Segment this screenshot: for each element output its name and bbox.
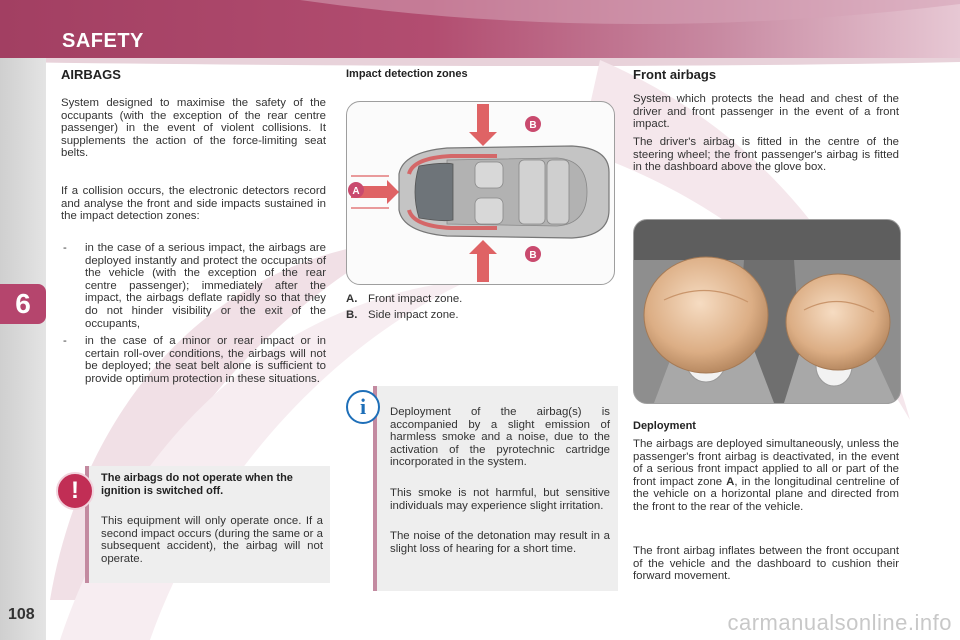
- airbags-heading: AIRBAGS: [61, 67, 121, 82]
- chapter-tab[interactable]: 6: [0, 284, 46, 324]
- legend-text: Side impact zone.: [368, 309, 459, 321]
- legend-key: B.: [346, 309, 358, 321]
- deployment-text-part: , in the longitudinal centreline of the vehicle on a horizontal plane and directed from the front to the rear of the vehicle.: [633, 475, 899, 513]
- warning-exclamation-icon: !: [56, 472, 94, 510]
- deployment-heading: Deployment: [633, 420, 696, 432]
- zone-a-label: A: [352, 186, 360, 197]
- deployment-conditions-list: [61, 242, 326, 391]
- list-item-text: in the case of a minor or rear impact or in certain roll-over conditions, the airbags will not be deployed; the seat belt alone is sufficient to provide optimum protection in these situations.: [85, 335, 326, 385]
- deployed-airbags-illustration: [634, 220, 900, 403]
- inflation-text: The front airbag inflates between the front occupant of the vehicle and the dashboard to cushion their forward movement.: [633, 545, 899, 583]
- deployment-conditions-text: [633, 438, 899, 514]
- list-item-text: in the case of a serious impact, the airbags are deployed instantly and protect the occupants of the vehicle (with the exception of the rear centre passenger); immediately after the impact, the airbags deflate rapidly so that they do not hinder visibility or the exit of the occupants,: [85, 242, 326, 330]
- legend-text: Front impact zone.: [368, 293, 463, 305]
- info-smoke-noise-text: Deployment of the airbag(s) is accompanied by a slight emission of harmless smoke and a noise, due to the activation of the pyrotechnic cartridge incorporated in the system.: [390, 406, 610, 469]
- zone-b-label-bottom: B: [529, 250, 537, 261]
- page-title: SAFETY: [62, 30, 144, 52]
- left-margin-strip: [0, 58, 46, 640]
- list-item: - in the case of a minor or rear impact or in certain roll-over conditions, the airbags will not be deployed; the seat belt alone is sufficient to provide optimum protection in these situations.: [63, 335, 326, 385]
- info-irritation-text: This smoke is not harmful, but sensitive individuals may experience slight irritation.: [390, 487, 610, 512]
- front-airbags-heading: Front airbags: [633, 67, 717, 82]
- impact-zones-legend: [346, 291, 606, 323]
- info-icon: i: [346, 390, 380, 424]
- zone-b-label-top: B: [529, 120, 537, 131]
- front-airbags-location-text: The driver's airbag is fitted in the centre of the steering wheel; the front passenger's airbag is fitted in the dashboard above the glove box.: [633, 136, 899, 174]
- warning-box: [85, 466, 330, 583]
- info-box: [373, 386, 618, 591]
- airbag-deployment-photo: [633, 219, 901, 404]
- car-topview-illustration: [347, 102, 614, 284]
- legend-row: [346, 307, 606, 323]
- footer-watermark: carmanualsonline.info: [727, 610, 952, 635]
- front-zone-key: A: [726, 475, 735, 488]
- legend-key: A.: [346, 293, 358, 305]
- collision-detection-text: If a collision occurs, the electronic detectors record and analyse the front and side impacts sustained in the impact detection zones:: [61, 185, 326, 223]
- impact-zones-heading: Impact detection zones: [346, 68, 468, 80]
- legend-row: [346, 291, 606, 307]
- deployment-text-part: The airbags are deployed simultaneously, unless the passenger's front airbag is deactivated, in the event of a serious front impact applied to all or part of the front impact zone: [633, 438, 899, 488]
- page-number: 108: [8, 606, 35, 623]
- info-hearing-text: The noise of the detonation may result in a slight loss of hearing for a short time.: [390, 530, 610, 555]
- impact-zones-figure: [346, 101, 615, 285]
- list-item: - in the case of a serious impact, the airbags are deployed instantly and protect the occupants of the vehicle (with the exception of the rear centre passenger); immediately after the impact, the airbags deflate rapidly so that they do not hinder visibility or the exit of the occupants,: [63, 242, 326, 330]
- airbags-intro-text: System designed to maximise the safety of the occupants (with the exception of the rear centre passenger) in the event of violent collisions. It supplements the action of the force-limiting seat belts.: [61, 97, 326, 160]
- front-airbags-intro-text: System which protects the head and chest of the driver and front passenger in the event of a front impact.: [633, 93, 899, 131]
- warning-title: The airbags do not operate when the ignition is switched off.: [101, 472, 293, 497]
- warning-text: This equipment will only operate once. If a second impact occurs (during the same or a subsequent accident), the airbag will not operate.: [101, 515, 323, 565]
